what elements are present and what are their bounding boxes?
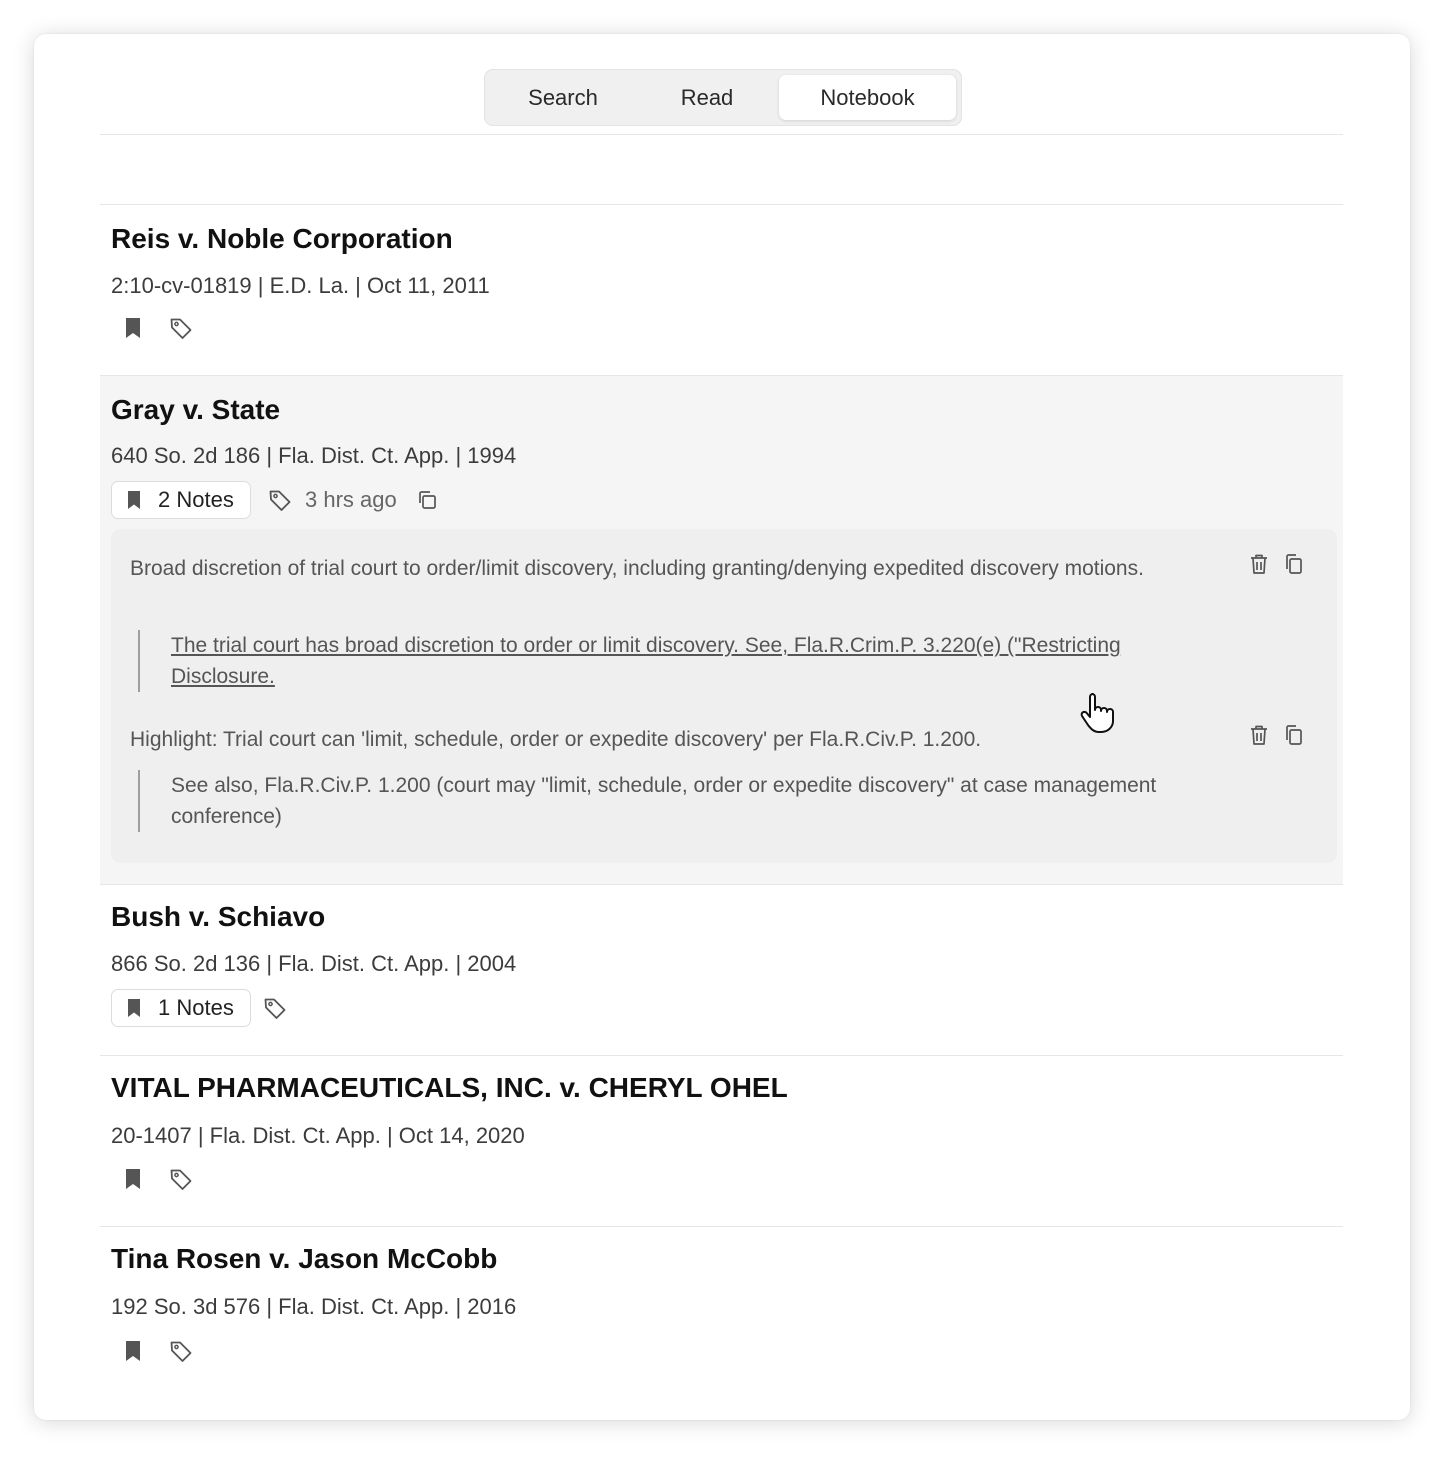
- notes-count-button[interactable]: [111, 481, 251, 519]
- tag-icon[interactable]: [261, 994, 289, 1022]
- note-quote-link[interactable]: The trial court has broad discretion to order or limit discovery. See, Fla.R.Crim.P. 3.220(e) ("Restricting Disclosure.: [138, 630, 1158, 692]
- tag-icon[interactable]: [167, 314, 195, 342]
- notes-count-button[interactable]: [111, 989, 251, 1027]
- copy-icon[interactable]: [1280, 550, 1308, 578]
- case-item[interactable]: [100, 885, 1343, 1055]
- header-divider: [100, 134, 1343, 135]
- copy-icon[interactable]: [1280, 721, 1308, 749]
- trash-icon[interactable]: [1245, 550, 1273, 578]
- bookmark-icon: [126, 997, 146, 1019]
- pointer-hand-icon: [1080, 690, 1124, 736]
- case-title[interactable]: VITAL PHARMACEUTICALS, INC. v. CHERYL OHEL: [111, 1072, 788, 1103]
- case-item[interactable]: [100, 1056, 1343, 1226]
- bookmark-icon[interactable]: [119, 1337, 147, 1365]
- notes-count-label: 2 Notes: [158, 487, 234, 512]
- copy-icon[interactable]: [413, 486, 441, 514]
- notes-panel: [111, 529, 1337, 863]
- tab-read[interactable]: Read: [680, 85, 734, 110]
- case-title[interactable]: Gray v. State: [111, 394, 281, 425]
- case-item[interactable]: [100, 205, 1343, 375]
- tag-icon[interactable]: [167, 1337, 195, 1365]
- app-window: [34, 34, 1410, 1420]
- tab-notebook[interactable]: Notebook: [779, 75, 956, 120]
- tab-search[interactable]: Search: [528, 85, 598, 110]
- case-title[interactable]: Bush v. Schiavo: [111, 901, 326, 932]
- case-citation: 2:10-cv-01819 | E.D. La. | Oct 11, 2011: [111, 273, 490, 298]
- case-citation: 20-1407 | Fla. Dist. Ct. App. | Oct 14, 2020: [111, 1123, 525, 1148]
- case-title[interactable]: Tina Rosen v. Jason McCobb: [111, 1243, 498, 1274]
- tag-icon[interactable]: [167, 1165, 195, 1193]
- bookmark-icon: [126, 489, 146, 511]
- case-title[interactable]: Reis v. Noble Corporation: [111, 223, 453, 254]
- last-updated-label: 3 hrs ago: [305, 487, 397, 512]
- case-item-expanded[interactable]: [100, 376, 1343, 884]
- note-text[interactable]: Highlight: Trial court can 'limit, schedule, order or expedite discovery' per Fla.R.Civ.P. 1.200.: [130, 728, 982, 751]
- case-item[interactable]: [100, 1227, 1343, 1397]
- note-quote: See also, Fla.R.Civ.P. 1.200 (court may "limit, schedule, order or expedite discovery" at case management conference): [138, 770, 1158, 832]
- case-citation: 192 So. 3d 576 | Fla. Dist. Ct. App. | 2016: [111, 1294, 517, 1319]
- bookmark-icon[interactable]: [119, 314, 147, 342]
- tag-icon[interactable]: [266, 486, 294, 514]
- note-text[interactable]: Broad discretion of trial court to order/limit discovery, including granting/denying expedited discovery motions.: [130, 557, 1144, 580]
- notes-count-label: 1 Notes: [158, 995, 234, 1020]
- case-citation: 640 So. 2d 186 | Fla. Dist. Ct. App. | 1994: [111, 443, 517, 468]
- view-tabs: [484, 69, 962, 126]
- bookmark-icon[interactable]: [119, 1165, 147, 1193]
- trash-icon[interactable]: [1245, 721, 1273, 749]
- case-citation: 866 So. 2d 136 | Fla. Dist. Ct. App. | 2004: [111, 951, 517, 976]
